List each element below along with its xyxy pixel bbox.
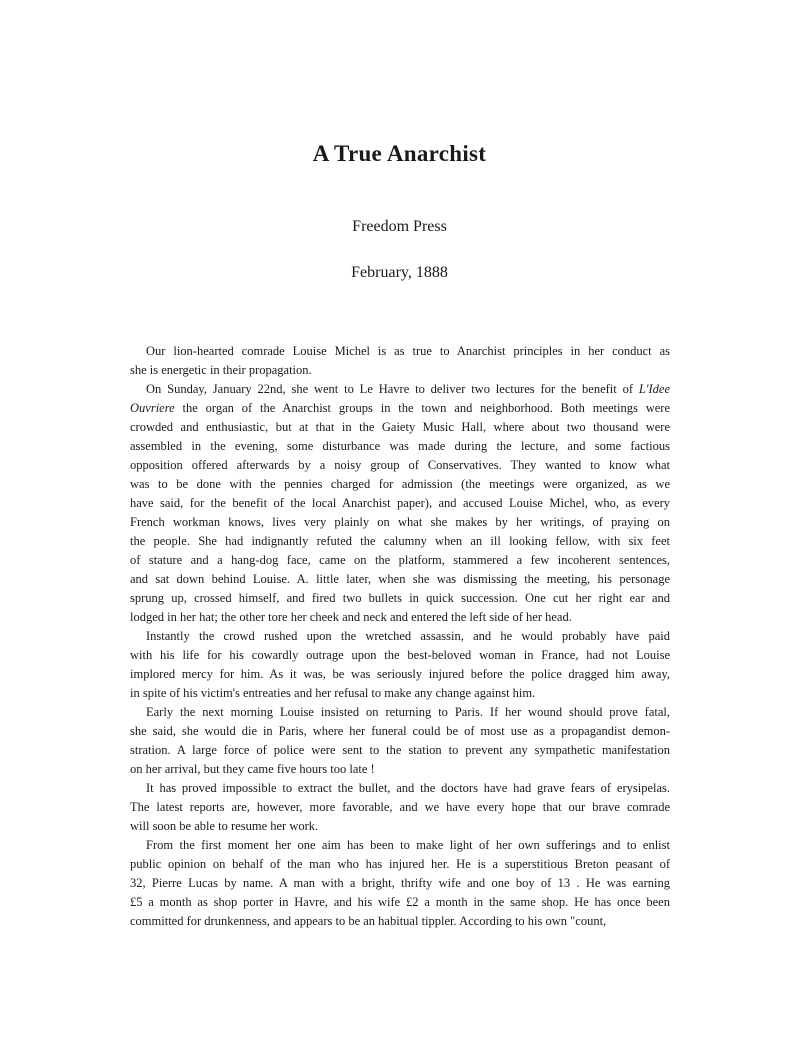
- text-line: [130, 475, 670, 494]
- paragraph: [130, 380, 670, 627]
- body-text: she said, she would die in Paris, where her funeral could be of most use as a propagandist demon-: [130, 724, 670, 738]
- text-line: [130, 437, 670, 456]
- body-text: the people. She had indignantly refuted the calumny when an ill looking fellow, with six feet: [130, 534, 670, 548]
- body-text: and sat down behind Louise. A. little later, when she was dismissing the meeting, his personage: [130, 572, 670, 586]
- text-line: [130, 646, 670, 665]
- text-line: [130, 570, 670, 589]
- text-line: [130, 627, 670, 646]
- body-text: lodged in her hat; the other tore her cheek and neck and entered the left side of her head.: [130, 610, 572, 624]
- text-line: [130, 684, 670, 703]
- text-line: [130, 608, 670, 627]
- text-line: [130, 703, 670, 722]
- text-line: [130, 361, 670, 380]
- text-line: [130, 456, 670, 475]
- paragraph: [130, 836, 670, 931]
- paragraph: [130, 703, 670, 779]
- body-text: Instantly the crowd rushed upon the wretched assassin, and he would probably have paid: [146, 629, 670, 643]
- text-line: [130, 494, 670, 513]
- text-line: [130, 798, 670, 817]
- italic-text: Ouvriere: [130, 401, 175, 415]
- body-text: the organ of the Anarchist groups in the town and neighborhood. Both meetings were: [174, 401, 670, 415]
- text-line: [130, 665, 670, 684]
- document-body: [130, 342, 670, 931]
- paragraph: [130, 779, 670, 836]
- text-line: [130, 418, 670, 437]
- body-text: Early the next morning Louise insisted on returning to Paris. If her wound should prove fatal,: [146, 705, 670, 719]
- body-text: From the first moment her one aim has been to make light of her own sufferings and to enlist: [146, 838, 670, 852]
- text-line: [130, 342, 670, 361]
- text-line: [130, 513, 670, 532]
- body-text: It has proved impossible to extract the bullet, and the doctors have had grave fears of erysipelas.: [146, 781, 670, 795]
- body-text: opposition offered afterwards by a noisy group of Conservatives. They wanted to know what: [130, 458, 670, 472]
- text-line: [130, 532, 670, 551]
- text-line: [130, 893, 670, 912]
- body-text: public opinion on behalf of the man who has injured her. He is a superstitious Breton peasant of: [130, 857, 670, 871]
- body-text: The latest reports are, however, more favorable, and we have every hope that our brave comrade: [130, 800, 670, 814]
- text-line: [130, 741, 670, 760]
- body-text: On Sunday, January 22nd, she went to Le Havre to deliver two lectures for the benefit of: [146, 382, 639, 396]
- body-text: sprung up, crossed himself, and fired two bullets in quick succession. One cut her right ear and: [130, 591, 670, 605]
- date-line: February, 1888: [351, 264, 448, 281]
- body-text: stration. A large force of police were sent to the station to prevent any sympathetic manifestation: [130, 743, 670, 757]
- body-text: implored mercy for him. As it was, be was seriously injured before the police dragged him away,: [130, 667, 670, 681]
- text-line: [130, 836, 670, 855]
- body-text: French workman knows, lives very plainly on what she makes by her writings, of praying on: [130, 515, 670, 529]
- body-text: with his life for his cowardly outrage upon the best-beloved woman in France, had not Louise: [130, 648, 670, 662]
- text-line: [130, 779, 670, 798]
- page-title: A True Anarchist: [312, 141, 487, 166]
- text-line: [130, 722, 670, 741]
- text-line: [130, 855, 670, 874]
- body-text: assembled in the evening, some disturbance was made during the lecture, and some factious: [130, 439, 670, 453]
- body-text: was to be done with the pennies charged for admission (the meetings were organized, as we: [130, 477, 670, 491]
- body-text: of stature and a hang-dog face, came on the platform, stammered a few incoherent sentences,: [130, 553, 670, 567]
- body-text: £5 a month as shop porter in Havre, and his wife £2 a month in the same shop. He has once been: [130, 895, 670, 909]
- text-line: [130, 817, 670, 836]
- text-line: [130, 551, 670, 570]
- body-text: in spite of his victim's entreaties and her refusal to make any change against him.: [130, 686, 536, 700]
- publisher-line: Freedom Press: [352, 218, 447, 235]
- text-line: [130, 380, 670, 399]
- text-line: [130, 760, 670, 779]
- body-text: have said, for the benefit of the local Anarchist paper), and accused Louise Michel, who, as every: [130, 496, 670, 510]
- text-line: [130, 874, 670, 893]
- body-text: on her arrival, but they came five hours too late !: [130, 762, 375, 776]
- italic-text: L'Idee: [638, 382, 670, 396]
- body-text: Our lion-hearted comrade Louise Michel is as true to Anarchist principles in her conduct as: [146, 344, 670, 358]
- body-text: committed for drunkenness, and appears to be an habitual tippler. According to his own "count,: [130, 914, 607, 928]
- text-line: [130, 399, 670, 418]
- body-text: crowded and enthusiastic, but at that in the Gaiety Music Hall, where about two thousand were: [130, 420, 670, 434]
- body-text: will soon be able to resume her work.: [130, 819, 319, 833]
- text-line: [130, 912, 670, 931]
- text-line: [130, 589, 670, 608]
- body-text: she is energetic in their propagation.: [130, 363, 312, 377]
- body-text: 32, Pierre Lucas by name. A man with a bright, thrifty wife and one boy of 13 . He was earning: [130, 876, 670, 890]
- paragraph: [130, 342, 670, 380]
- paragraph: [130, 627, 670, 703]
